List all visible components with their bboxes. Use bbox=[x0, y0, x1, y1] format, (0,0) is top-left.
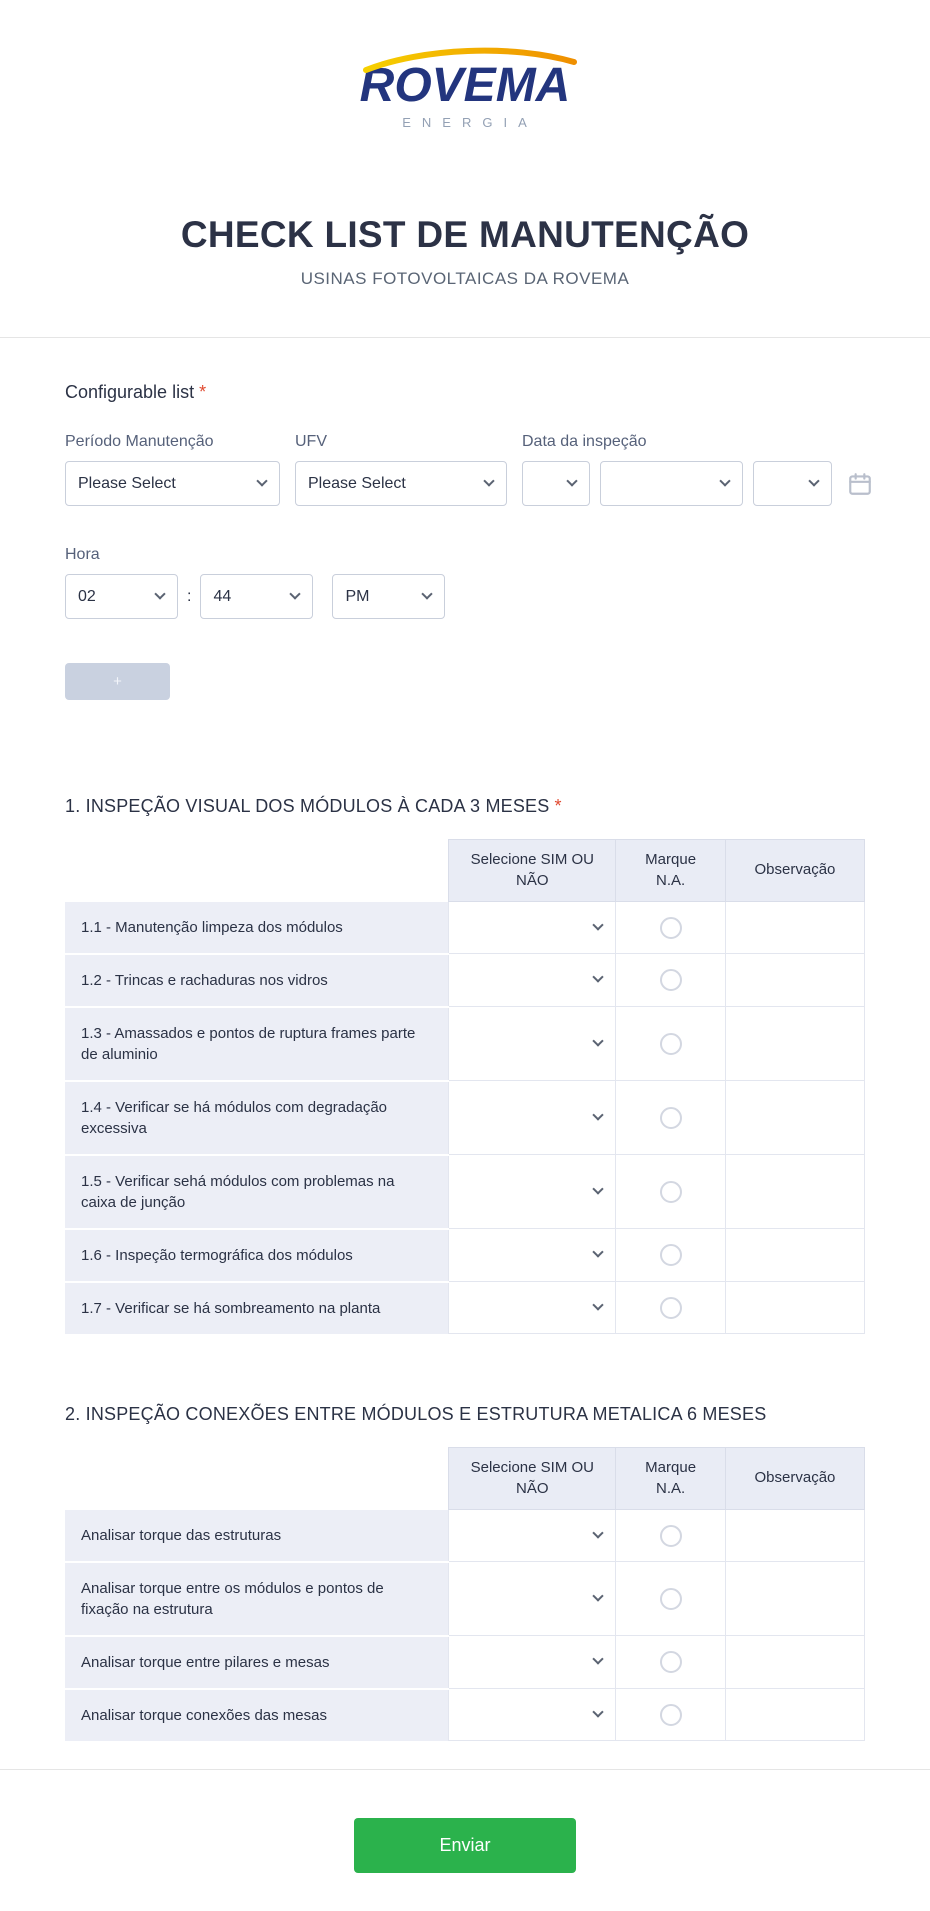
observation-input[interactable] bbox=[725, 1155, 864, 1229]
table-header-row bbox=[65, 840, 865, 902]
periodo-select[interactable] bbox=[65, 461, 280, 506]
chevron-down-icon bbox=[719, 475, 730, 486]
logo-swoosh-icon bbox=[362, 44, 578, 74]
chevron-down-icon bbox=[593, 1706, 604, 1717]
row-label: Analisar torque conexões das mesas bbox=[65, 1689, 449, 1741]
submit-row bbox=[0, 1818, 930, 1873]
observation-input[interactable] bbox=[725, 1510, 864, 1562]
na-cell bbox=[616, 1282, 726, 1334]
divider bbox=[0, 337, 930, 338]
observation-input[interactable] bbox=[725, 1282, 864, 1334]
config-field-row bbox=[65, 433, 865, 506]
chevron-down-icon bbox=[566, 475, 577, 486]
table-row bbox=[65, 954, 865, 1007]
rovema-logo bbox=[360, 52, 571, 130]
chevron-down-icon bbox=[593, 1246, 604, 1257]
observation-input[interactable] bbox=[725, 1229, 864, 1282]
section-2-title bbox=[65, 1404, 865, 1425]
table-row bbox=[65, 902, 865, 954]
chevron-down-icon bbox=[593, 971, 604, 982]
chevron-down-icon bbox=[593, 1183, 604, 1194]
yes-no-select[interactable] bbox=[449, 1510, 616, 1562]
yes-no-select[interactable] bbox=[449, 1282, 616, 1334]
logo-area bbox=[0, 0, 930, 132]
chevron-down-icon bbox=[593, 1653, 604, 1664]
table-row bbox=[65, 1510, 865, 1562]
logo-subtitle-text: ENERGIA bbox=[402, 115, 538, 130]
observation-input[interactable] bbox=[725, 1636, 864, 1689]
observation-input[interactable] bbox=[725, 1689, 864, 1741]
yes-no-select[interactable] bbox=[449, 1636, 616, 1689]
column-header-yes-no: Selecione SIM OU NÃO bbox=[449, 840, 616, 902]
table-header-row bbox=[65, 1448, 865, 1510]
chevron-down-icon bbox=[483, 475, 494, 486]
table-row bbox=[65, 1689, 865, 1741]
row-label: 1.3 - Amassados e pontos de ruptura frames parte de aluminio bbox=[65, 1007, 449, 1081]
date-field bbox=[522, 433, 873, 506]
row-label: 1.5 - Verificar sehá módulos com problemas na caixa de junção bbox=[65, 1155, 449, 1229]
hora-field bbox=[65, 546, 865, 619]
na-cell bbox=[616, 1636, 726, 1689]
table-row bbox=[65, 1282, 865, 1334]
submit-button[interactable]: Enviar bbox=[354, 1818, 576, 1873]
table-row bbox=[65, 1007, 865, 1081]
date-group bbox=[522, 461, 873, 506]
table-row bbox=[65, 1229, 865, 1282]
section-1-title-text: 1. INSPEÇÃO VISUAL DOS MÓDULOS À CADA 3 MESES bbox=[65, 796, 550, 816]
periodo-select-value: Please Select bbox=[78, 474, 176, 492]
ufv-field bbox=[295, 433, 507, 506]
chevron-down-icon bbox=[593, 1109, 604, 1120]
row-label: Analisar torque entre pilares e mesas bbox=[65, 1636, 449, 1689]
row-label: Analisar torque das estruturas bbox=[65, 1510, 449, 1562]
table-row bbox=[65, 1562, 865, 1636]
date-label: Data da inspeção bbox=[522, 433, 647, 450]
minute-value: 44 bbox=[213, 587, 232, 605]
observation-input[interactable] bbox=[725, 1007, 864, 1081]
chevron-down-icon bbox=[593, 1590, 604, 1601]
calendar-icon[interactable] bbox=[847, 471, 873, 497]
observation-input[interactable] bbox=[725, 1081, 864, 1155]
ampm-value: PM bbox=[345, 587, 370, 605]
ufv-select[interactable] bbox=[295, 461, 507, 506]
yes-no-select[interactable] bbox=[449, 1562, 616, 1636]
chevron-down-icon bbox=[154, 588, 165, 599]
na-cell bbox=[616, 1510, 726, 1562]
ufv-label: UFV bbox=[295, 433, 327, 450]
table-row bbox=[65, 1155, 865, 1229]
na-radio[interactable] bbox=[660, 1033, 682, 1055]
table-row bbox=[65, 1081, 865, 1155]
na-radio[interactable] bbox=[660, 1588, 682, 1610]
observation-input[interactable] bbox=[725, 902, 864, 954]
ufv-select-value: Please Select bbox=[308, 474, 406, 492]
periodo-field bbox=[65, 433, 280, 506]
section-2-title-text: 2. INSPEÇÃO CONEXÕES ENTRE MÓDULOS E ESTRUTURA METALICA 6 MESES bbox=[65, 1404, 767, 1424]
row-label: 1.2 - Trincas e rachaduras nos vidros bbox=[65, 954, 449, 1007]
row-label: 1.6 - Inspeção termográfica dos módulos bbox=[65, 1229, 449, 1282]
chevron-down-icon bbox=[256, 475, 267, 486]
na-cell bbox=[616, 902, 726, 954]
date-day-select[interactable] bbox=[522, 461, 590, 506]
na-cell bbox=[616, 1155, 726, 1229]
yes-no-select[interactable] bbox=[449, 1081, 616, 1155]
section-1-table bbox=[65, 839, 865, 1334]
date-year-select[interactable] bbox=[753, 461, 832, 506]
chevron-down-icon bbox=[593, 1527, 604, 1538]
na-radio[interactable] bbox=[660, 1297, 682, 1319]
chevron-down-icon bbox=[808, 475, 819, 486]
ampm-select[interactable] bbox=[332, 574, 445, 619]
required-asterisk: * bbox=[554, 796, 562, 816]
hora-label: Hora bbox=[65, 546, 100, 563]
yes-no-select[interactable] bbox=[449, 1689, 616, 1741]
yes-no-select[interactable] bbox=[449, 1007, 616, 1081]
chevron-down-icon bbox=[593, 919, 604, 930]
row-label: Analisar torque entre os módulos e pontos de fixação na estrutura bbox=[65, 1562, 449, 1636]
hour-value: 02 bbox=[78, 587, 96, 605]
table-row bbox=[65, 1636, 865, 1689]
column-header-obs: Observação bbox=[725, 1448, 864, 1510]
observation-input[interactable] bbox=[725, 954, 864, 1007]
divider bbox=[0, 1769, 930, 1770]
page-subtitle: USINAS FOTOVOLTAICAS DA ROVEMA bbox=[300, 269, 630, 288]
chevron-down-icon bbox=[593, 1299, 604, 1310]
logo-brand-text: ROVEMA bbox=[359, 59, 571, 112]
date-month-select[interactable] bbox=[600, 461, 743, 506]
yes-no-select[interactable] bbox=[449, 954, 616, 1007]
yes-no-select[interactable] bbox=[449, 1155, 616, 1229]
na-cell bbox=[616, 1229, 726, 1282]
configurable-list-label bbox=[65, 382, 865, 403]
column-header-na: Marque N.A. bbox=[616, 1448, 726, 1510]
configurable-list-text: Configurable list bbox=[65, 382, 195, 402]
column-header-yes-no: Selecione SIM OU NÃO bbox=[449, 1448, 616, 1510]
na-cell bbox=[616, 1562, 726, 1636]
na-radio[interactable] bbox=[660, 917, 682, 939]
row-label: 1.4 - Verificar se há módulos com degradação excessiva bbox=[65, 1081, 449, 1155]
row-label: 1.1 - Manutenção limpeza dos módulos bbox=[65, 902, 449, 954]
section-2-table bbox=[65, 1447, 865, 1741]
column-header-obs: Observação bbox=[725, 840, 864, 902]
minute-select[interactable] bbox=[200, 574, 313, 619]
column-header-na: Marque N.A. bbox=[616, 840, 726, 902]
na-radio[interactable] bbox=[660, 1181, 682, 1203]
chevron-down-icon bbox=[290, 588, 301, 599]
hour-select[interactable] bbox=[65, 574, 178, 619]
na-radio[interactable] bbox=[660, 1107, 682, 1129]
observation-input[interactable] bbox=[725, 1562, 864, 1636]
na-cell bbox=[616, 954, 726, 1007]
chevron-down-icon bbox=[593, 1035, 604, 1046]
matrix-corner bbox=[65, 840, 449, 902]
section-1-title bbox=[65, 796, 865, 817]
yes-no-select[interactable] bbox=[449, 902, 616, 954]
matrix-corner bbox=[65, 1448, 449, 1510]
na-radio[interactable] bbox=[660, 1244, 682, 1266]
na-radio[interactable] bbox=[660, 1651, 682, 1673]
time-row bbox=[65, 574, 865, 619]
chevron-down-icon bbox=[422, 588, 433, 599]
page-title: CHECK LIST DE MANUTENÇÃO bbox=[180, 214, 750, 255]
na-cell bbox=[616, 1007, 726, 1081]
na-cell bbox=[616, 1689, 726, 1741]
na-radio[interactable] bbox=[660, 1525, 682, 1547]
required-asterisk: * bbox=[199, 382, 207, 402]
row-label: 1.7 - Verificar se há sombreamento na planta bbox=[65, 1282, 449, 1334]
time-separator: : bbox=[187, 587, 192, 605]
na-radio[interactable] bbox=[660, 1704, 682, 1726]
na-radio[interactable] bbox=[660, 969, 682, 991]
add-row-button[interactable]: + bbox=[65, 663, 170, 700]
na-cell bbox=[616, 1081, 726, 1155]
periodo-label: Período Manutenção bbox=[65, 433, 214, 450]
yes-no-select[interactable] bbox=[449, 1229, 616, 1282]
